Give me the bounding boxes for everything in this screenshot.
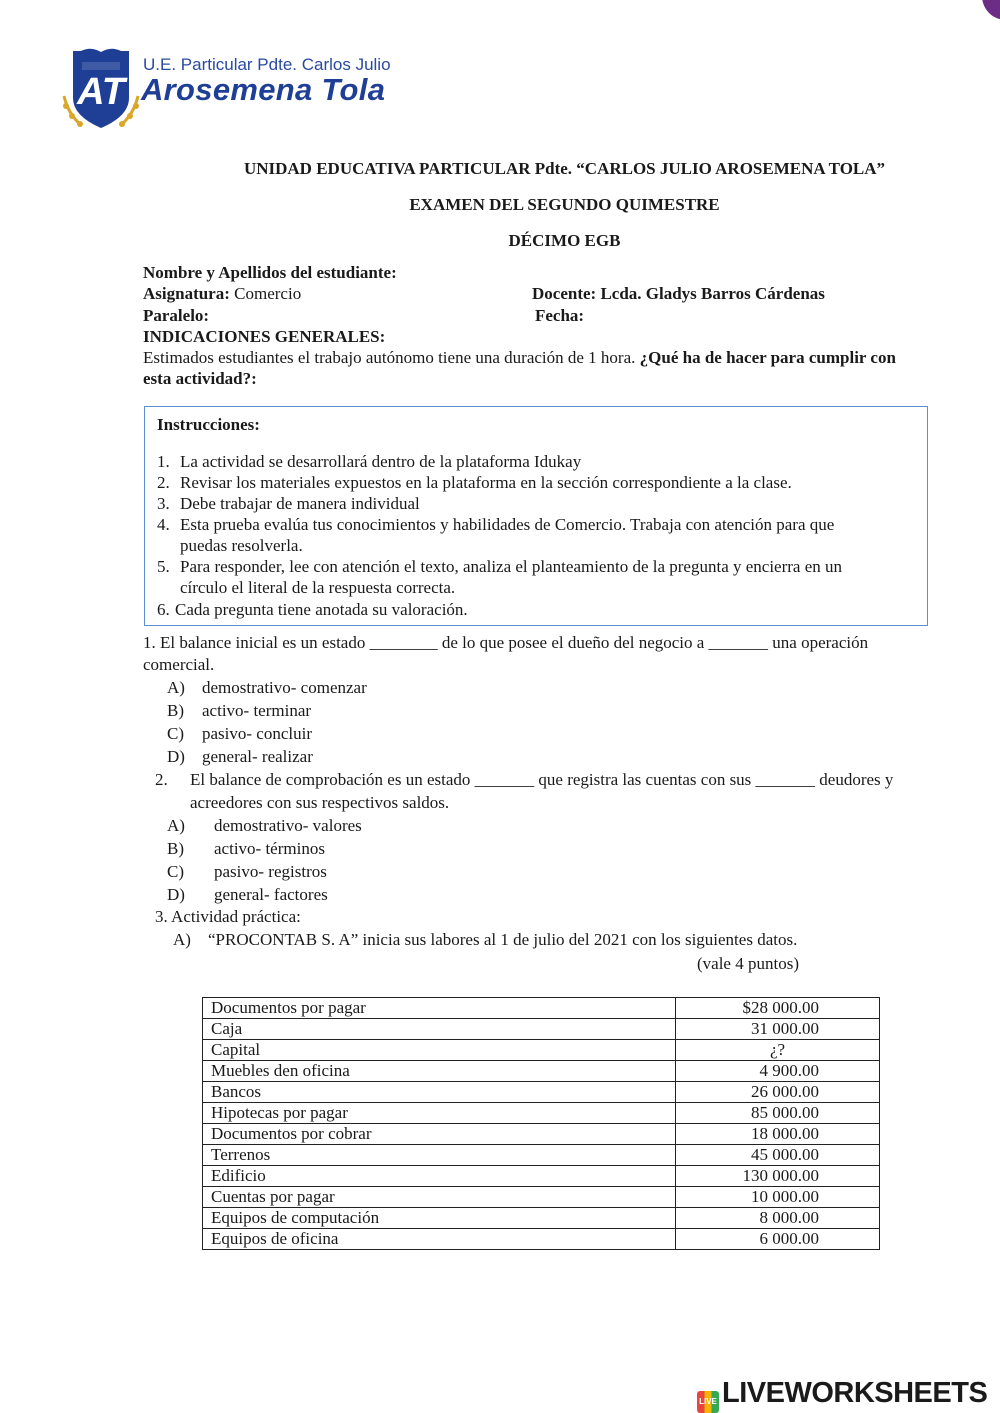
- question-3-sub-text: “PROCONTAB S. A” inicia sus labores al 1 de julio del 2021 con los siguientes datos.: [208, 930, 798, 949]
- question-2-text-cont: acreedores con sus respectivos saldos.: [190, 793, 450, 812]
- exam-title: EXAMEN DEL SEGUNDO QUIMESTRE: [409, 195, 720, 214]
- table-row: [203, 1019, 880, 1040]
- accounts-table: [202, 997, 880, 1250]
- instruction-number: 4.: [157, 515, 170, 534]
- option-letter: D): [167, 885, 185, 904]
- table-row: [203, 1040, 880, 1061]
- table-row: [203, 1187, 880, 1208]
- option-letter: B): [167, 701, 184, 720]
- question-1-text: 1. El balance inicial es un estado ________ de lo que posee el dueño del negocio a _______ una operación: [143, 633, 869, 652]
- student-name-label: Nombre y Apellidos del estudiante:: [143, 263, 397, 282]
- option-letter: B): [167, 839, 184, 858]
- table-row: [203, 1082, 880, 1103]
- corner-decoration: [982, 0, 1000, 20]
- instruction-text: Debe trabajar de manera individual: [180, 494, 420, 513]
- table-row: [203, 998, 880, 1019]
- option-text[interactable]: pasivo- concluir: [202, 724, 312, 743]
- account-name: Equipos de computación: [203, 1208, 676, 1229]
- option-text[interactable]: pasivo- registros: [214, 862, 327, 881]
- instruction-text: Revisar los materiales expuestos en la plataforma en la sección correspondiente a la clase.: [180, 473, 792, 492]
- liveworksheets-logo: [697, 1377, 987, 1413]
- intro-question: ¿Qué ha de hacer para cumplir con: [639, 348, 896, 367]
- account-value: 130 000.00: [676, 1166, 880, 1187]
- school-name-line1: U.E. Particular Pdte. Carlos Julio: [143, 55, 391, 74]
- instruction-text: La actividad se desarrollará dentro de la plataforma Idukay: [180, 452, 582, 471]
- subject-label: Asignatura:: [143, 284, 230, 303]
- option-text[interactable]: general- realizar: [202, 747, 313, 766]
- account-value: 31 000.00: [676, 1019, 880, 1040]
- instruction-text: Para responder, lee con atención el texto, analiza el planteamiento de la pregunta y encierra en un: [180, 557, 843, 576]
- liveworksheets-brand: LIVEWORKSHEETS: [722, 1377, 988, 1409]
- option-text[interactable]: general- factores: [214, 885, 328, 904]
- option-letter: C): [167, 724, 184, 743]
- subject-line: [143, 284, 301, 304]
- account-name: Caja: [203, 1019, 676, 1040]
- school-name-line2: Arosemena Tola: [141, 72, 386, 107]
- intro-question-cont: esta actividad?:: [143, 369, 257, 388]
- account-value: 18 000.00: [676, 1124, 880, 1145]
- subject-value: Comercio: [234, 284, 302, 303]
- option-text[interactable]: demostrativo- valores: [214, 816, 362, 835]
- table-row: [203, 1061, 880, 1082]
- account-name: Documentos por cobrar: [203, 1124, 676, 1145]
- school-shield-logo: [60, 40, 142, 136]
- liveworksheets-icon: LIVE: [697, 1391, 719, 1413]
- account-value: 85 000.00: [676, 1103, 880, 1124]
- option-text[interactable]: activo- terminar: [202, 701, 312, 720]
- instruction-number: 2.: [157, 473, 170, 492]
- intro-text: Estimados estudiantes el trabajo autónomo tiene una duración de 1 hora.: [143, 348, 636, 367]
- table-row: [203, 1145, 880, 1166]
- institution-title: UNIDAD EDUCATIVA PARTICULAR Pdte. “CARLOS JULIO AROSEMENA TOLA”: [243, 159, 886, 178]
- account-value: 45 000.00: [676, 1145, 880, 1166]
- option-letter: A): [167, 678, 185, 697]
- instruction-number: 3.: [157, 494, 170, 513]
- account-name: Documentos por pagar: [203, 998, 676, 1019]
- question-2-text: El balance de comprobación es un estado _______ que registra las cuentas con sus _______ deudores y: [190, 770, 894, 789]
- instruction-number: 5.: [157, 557, 170, 576]
- general-indications-title: INDICACIONES GENERALES:: [143, 327, 386, 346]
- account-value: ¿?: [676, 1040, 880, 1061]
- instruction-text: Cada pregunta tiene anotada su valoración.: [175, 600, 468, 619]
- account-value: 6 000.00: [676, 1229, 880, 1250]
- instructions-title: Instrucciones:: [157, 415, 260, 434]
- fecha-label: Fecha:: [535, 306, 585, 325]
- logo-monogram: AT: [77, 71, 125, 113]
- question-1-text-cont: comercial.: [143, 655, 215, 674]
- instruction-number: 1.: [157, 452, 170, 471]
- instruction-text-cont: puedas resolverla.: [180, 536, 303, 555]
- question-3-title: 3. Actividad práctica:: [155, 907, 301, 926]
- option-text[interactable]: activo- términos: [214, 839, 325, 858]
- account-name: Terrenos: [203, 1145, 676, 1166]
- account-name: Cuentas por pagar: [203, 1187, 676, 1208]
- account-name: Capital: [203, 1040, 676, 1061]
- teacher-label: Docente: Lcda. Gladys Barros Cárdenas: [532, 284, 825, 303]
- account-name: Equipos de oficina: [203, 1229, 676, 1250]
- grade-title: DÉCIMO EGB: [508, 231, 621, 250]
- table-row: [203, 1103, 880, 1124]
- account-value: 10 000.00: [676, 1187, 880, 1208]
- account-name: Muebles den oficina: [203, 1061, 676, 1082]
- option-letter: D): [167, 747, 185, 766]
- question-3-sub-letter: A): [173, 930, 191, 949]
- intro-paragraph: [143, 348, 896, 368]
- account-value: $28 000.00: [676, 998, 880, 1019]
- table-row: [203, 1208, 880, 1229]
- account-name: Edificio: [203, 1166, 676, 1187]
- option-letter: C): [167, 862, 184, 881]
- account-name: Bancos: [203, 1082, 676, 1103]
- option-text[interactable]: demostrativo- comenzar: [202, 678, 367, 697]
- account-value: 4 900.00: [676, 1061, 880, 1082]
- table-row: [203, 1124, 880, 1145]
- table-row: [203, 1166, 880, 1187]
- instruction-text: Esta prueba evalúa tus conocimientos y habilidades de Comercio. Trabaja con atención para que: [180, 515, 835, 534]
- instruction-text-cont: círculo el literal de la respuesta correcta.: [180, 578, 456, 597]
- account-name: Hipotecas por pagar: [203, 1103, 676, 1124]
- question-2-number: 2.: [155, 770, 168, 789]
- paralelo-label: Paralelo:: [143, 306, 210, 325]
- account-value: 8 000.00: [676, 1208, 880, 1229]
- account-value: 26 000.00: [676, 1082, 880, 1103]
- instruction-number: 6.: [157, 600, 170, 619]
- table-row: [203, 1229, 880, 1250]
- question-3-points: (vale 4 puntos): [697, 954, 799, 973]
- option-letter: A): [167, 816, 185, 835]
